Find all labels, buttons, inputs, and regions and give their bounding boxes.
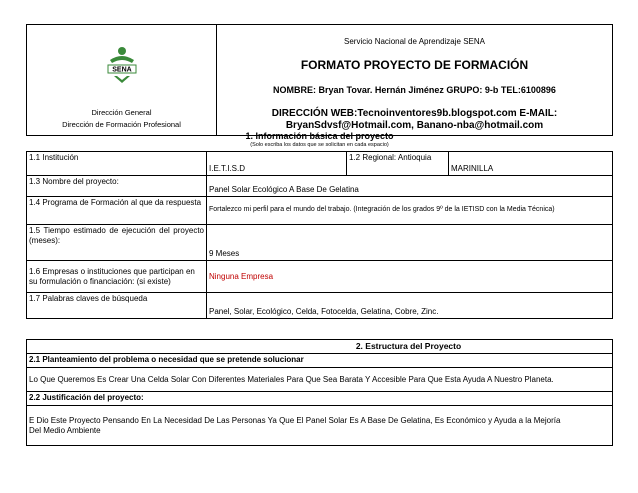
logo-text: SENA xyxy=(111,66,132,74)
header-text-cell xyxy=(217,25,613,136)
section1-note: (Solo escriba los datos que se solicitan en cada espacio) xyxy=(250,142,389,149)
web-line: DIRECCIÓN WEB:Tecnoinventores9b.blogspot.com E-MAIL: xyxy=(271,107,558,119)
programa-value: Fortalezco mi perfil para el mundo del trabajo. (Integración de los grados 9º de la IETISD con la Media Técnica) xyxy=(207,197,613,225)
regional-label: 1.2 Regional: Antioquia xyxy=(347,152,449,176)
name-line: NOMBRE: Bryan Tovar. Hernán Jiménez GRUPO: 9-b TEL:6100896 xyxy=(273,85,556,96)
form-title: FORMATO PROYECTO DE FORMACIÓN xyxy=(300,58,529,73)
header-table xyxy=(26,24,613,136)
direccion-general: Dirección General xyxy=(91,108,152,117)
tiempo-label: 1.5 Tiempo estimado de ejecución del proyecto (meses): xyxy=(27,225,207,261)
email-line: BryanSdvsf@Hotmail.com, Banano-nba@hotmail.com xyxy=(285,120,544,132)
section2-title: 2. Estructura del Proyecto xyxy=(27,340,613,354)
nombre-label: 1.3 Nombre del proyecto: xyxy=(27,176,207,197)
tiempo-value: 9 Meses xyxy=(207,225,613,261)
empresas-value: Ninguna Empresa xyxy=(207,261,613,293)
regional-value: MARINILLA xyxy=(449,152,613,176)
section1-table xyxy=(26,131,613,319)
direccion-formacion: Dirección de Formación Profesional xyxy=(62,120,181,129)
institucion-value: I.E.T.I.S.D xyxy=(207,152,347,176)
empresas-label: 1.6 Empresas o instituciones que participan en su formulación o financiación: (si existe) xyxy=(27,261,207,293)
section2-table xyxy=(26,339,613,446)
logo-cell xyxy=(27,25,217,136)
nombre-value: Panel Solar Ecológico A Base De Gelatina xyxy=(207,176,613,197)
planteamiento-label: 2.1 Planteamiento del problema o necesidad que se pretende solucionar xyxy=(27,354,613,368)
palabras-value: Panel, Solar, Ecológico, Celda, Fotocelda, Gelatina, Cobre, Zinc. xyxy=(207,293,613,319)
section1-title: 1. Información básica del proyecto xyxy=(245,131,394,141)
planteamiento-value: Lo Que Queremos Es Crear Una Celda Solar Con Diferentes Materiales Para Que Sea Barata Y Accesible Para Que Esta Ayuda A Nuestro Planeta. xyxy=(27,368,613,392)
programa-label: 1.4 Programa de Formación al que da respuesta xyxy=(27,197,207,225)
institucion-label: 1.1 Institución xyxy=(27,152,207,176)
sena-logo-icon xyxy=(106,46,138,84)
institution-name: Servicio Nacional de Aprendizaje SENA xyxy=(344,37,485,47)
palabras-label: 1.7 Palabras claves de búsqueda xyxy=(27,293,207,319)
justificacion-value: E Dio Este Proyecto Pensando En La Necesidad De Las Personas Ya Que El Panel Solar Es A Base De Gelatina, Es Económico y Ayuda a la Mejoría Del Medio Ambiente xyxy=(27,406,613,446)
justificacion-label: 2.2 Justificación del proyecto: xyxy=(27,392,613,406)
